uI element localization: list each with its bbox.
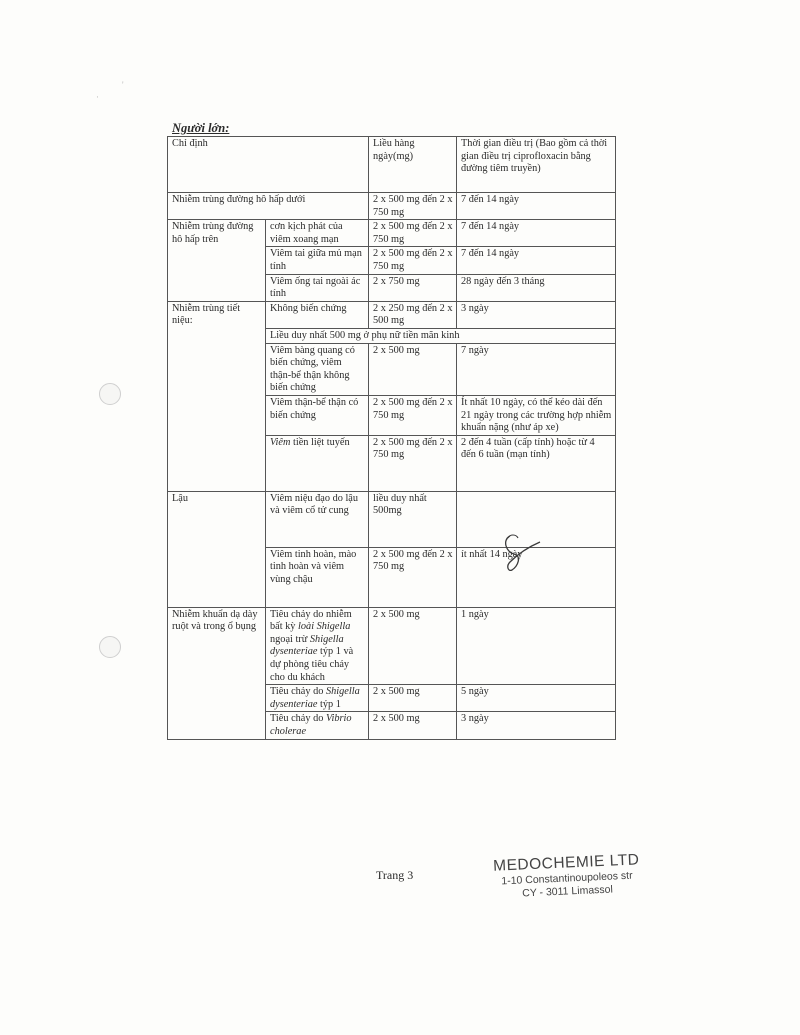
dose-cell: 2 x 500 mg đến 2 x 750 mg (369, 247, 457, 274)
company-address-line: CY - 3011 Limassol (521, 883, 614, 900)
sub-indication-cell: Viêm tai giữa mủ mạn tính (266, 247, 369, 274)
table-row (168, 491, 616, 547)
duration-cell: 3 ngày (457, 712, 616, 739)
duration-cell: 2 đến 4 tuần (cấp tính) hoặc từ 4 đến 6 tuần (mạn tính) (457, 435, 616, 491)
table-row (168, 301, 616, 328)
text: tiền liệt tuyến (290, 436, 350, 448)
note-cell: Liều duy nhất 500 mg ở phụ nữ tiền mãn kinh (266, 328, 616, 343)
duration-cell: 5 ngày (457, 685, 616, 712)
text: týp 1 và dự phòng tiêu chảy cho du khách (270, 646, 354, 683)
text: Tiêu chảy do nhiễm bất kỳ (270, 608, 352, 633)
duration-cell: 7 ngày (457, 343, 616, 395)
sub-indication-cell: cơn kịch phát của viêm xoang mạn (266, 220, 369, 247)
table-row (168, 193, 616, 220)
scan-speck: · (96, 92, 99, 102)
sub-indication-cell: Viêm ống tai ngoài ác tính (266, 274, 369, 301)
dose-cell: 2 x 500 mg đến 2 x 750 mg (369, 395, 457, 435)
text: Tiêu chảy do (270, 686, 326, 698)
dose-cell: 2 x 500 mg đến 2 x 750 mg (369, 547, 457, 607)
dose-cell: 2 x 500 mg đến 2 x 750 mg (369, 435, 457, 491)
indication-cell: Nhiễm trùng tiết niệu: (168, 301, 266, 491)
dose-cell: 2 x 500 mg (369, 685, 457, 712)
indication-cell: Nhiễm khuẩn dạ dày ruột và trong ổ bụng (168, 607, 266, 739)
table-row (168, 607, 616, 685)
header-dose: Liều hàng ngày(mg) (369, 137, 457, 193)
indication-cell: Lậu (168, 491, 266, 607)
header-duration: Thời gian điều trị (Bao gồm cả thời gian điều trị ciprofloxacin bằng đường tiêm truyền) (457, 137, 616, 193)
indication-cell: Nhiễm trùng đường hô hấp dưới (168, 193, 369, 220)
text: Tiêu chảy do (270, 713, 326, 725)
italic-text: Vibrio cholerae (270, 713, 352, 738)
header-indication: Chỉ định (168, 137, 369, 193)
dose-cell: 2 x 500 mg (369, 607, 457, 685)
dose-cell: 2 x 500 mg (369, 343, 457, 395)
dose-cell: 2 x 500 mg (369, 712, 457, 739)
sub-indication-cell: Viêm tinh hoàn, mào tinh hoàn và viêm vùng chậu (266, 547, 369, 607)
punch-hole (99, 636, 121, 658)
italic-text: loài Shigella (298, 621, 351, 633)
sub-indication-cell (266, 712, 369, 739)
dosage-table (167, 136, 616, 740)
duration-cell: Ít nhất 10 ngày, có thể kéo dài đến 21 ngày trong các trường hợp nhiễm khuẩn nặng (như áp xe) (457, 395, 616, 435)
punch-hole (99, 383, 121, 405)
scan-speck: ' (122, 80, 124, 90)
company-address-line: 1-10 Constantinoupoleos str (501, 869, 633, 888)
dose-cell: 2 x 500 mg đến 2 x 750 mg (369, 193, 457, 220)
text: ngoại trừ (270, 633, 310, 645)
sub-indication-cell: Viêm bàng quang có biến chứng, viêm thận-bể thận không biến chứng (266, 343, 369, 395)
page-number: Trang 3 (376, 868, 414, 882)
duration-cell: 7 đến 14 ngày (457, 220, 616, 247)
table-row (168, 220, 616, 247)
indication-cell: Nhiễm trùng đường hô hấp trên (168, 220, 266, 302)
signature-mark (496, 530, 546, 576)
sub-indication-cell: Viêm thận-bể thận có biến chứng (266, 395, 369, 435)
sub-indication-cell (266, 685, 369, 712)
duration-cell: 7 đến 14 ngày (457, 247, 616, 274)
sub-indication-cell (266, 435, 369, 491)
dose-cell: 2 x 750 mg (369, 274, 457, 301)
italic-text: Viêm (270, 436, 291, 448)
italic-text: Shigella dysenteriae (270, 686, 360, 710)
sub-indication-cell: Không biến chứng (266, 301, 369, 328)
company-stamp (486, 851, 648, 902)
company-name: MEDOCHEMIE LTD (492, 851, 640, 875)
dose-cell: 2 x 500 mg đến 2 x 750 mg (369, 220, 457, 247)
duration-cell: 1 ngày (457, 607, 616, 685)
duration-cell: 28 ngày đến 3 tháng (457, 274, 616, 301)
duration-cell: ít nhất 14 ngày (457, 547, 616, 607)
duration-cell: 7 đến 14 ngày (457, 193, 616, 220)
text: týp 1 (317, 698, 341, 710)
section-heading: Người lớn: (172, 121, 230, 135)
table-header-row (168, 137, 616, 193)
sub-indication-cell: Viêm niệu đạo do lậu và viêm cổ tử cung (266, 491, 369, 547)
italic-text: Shigella dysenteriae (270, 633, 344, 658)
dose-cell: liều duy nhất 500mg (369, 491, 457, 547)
sub-indication-cell (266, 607, 369, 685)
duration-cell: 3 ngày (457, 301, 616, 328)
dose-cell: 2 x 250 mg đến 2 x 500 mg (369, 301, 457, 328)
